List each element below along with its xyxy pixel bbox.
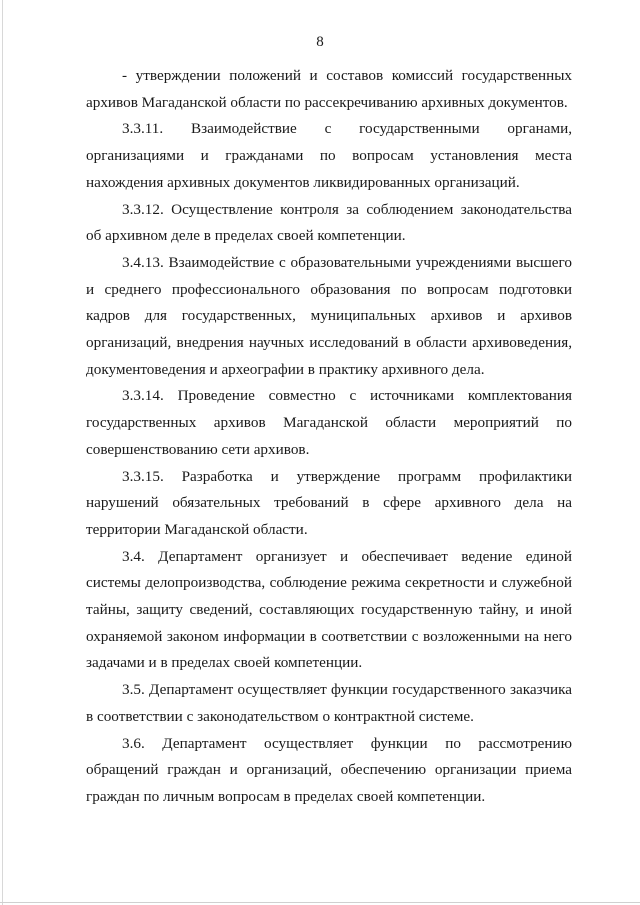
paragraph-3-3-12: 3.3.12. Осуществление контроля за соблюдением законодательства об архивном деле в пределах своей компетенции.: [86, 200, 572, 245]
document-body: [86, 63, 572, 811]
page-number: 8: [316, 34, 324, 50]
paragraph-3-4: 3.4. Департамент организует и обеспечивает ведение единой системы делопроизводства, соблюдение режима секретности и служебной тайны, защиту сведений, составляющих государственную тайну, и иной охраняемой законом информации в соответствии с возложенными на него задачами и в пределах своей компетенции.: [86, 547, 572, 672]
paragraph-3-6: 3.6. Департамент осуществляет функции по рассмотрению обращений граждан и организаций, обеспечению организации приема граждан по личным вопросам в пределах своей компетенции.: [86, 734, 572, 805]
paragraph-3-4-13: 3.4.13. Взаимодействие с образовательными учреждениями высшего и среднего профессионального образования по вопросам подготовки кадров для государственных, муниципальных архивов и архивов организаций, внедрения научных исследований в области архивоведения, документоведения и археографии в практику архивного дела.: [86, 253, 572, 378]
paragraph-3-3-14: 3.3.14. Проведение совместно с источниками комплектования государственных архивов Магаданской области мероприятий по совершенствованию сети архивов.: [86, 387, 572, 458]
paragraph-3-3-15: 3.3.15. Разработка и утверждение программ профилактики нарушений обязательных требований в сфере архивного дела на территории Магаданской области.: [86, 467, 572, 538]
paragraph-3-3-11: 3.3.11. Взаимодействие с государственными органами, организациями и гражданами по вопросам установления места нахождения архивных документов ликвидированных организаций.: [86, 120, 572, 191]
scan-edge-left: [2, 0, 3, 905]
paragraph-declassification-commissions: - утверждении положений и составов комиссий государственных архивов Магаданской области по рассекречиванию архивных документов.: [86, 67, 572, 111]
paragraph-3-5: 3.5. Департамент осуществляет функции государственного заказчика в соответствии с законодательством о контрактной системе.: [86, 681, 572, 725]
scan-edge-bottom: [0, 902, 640, 903]
